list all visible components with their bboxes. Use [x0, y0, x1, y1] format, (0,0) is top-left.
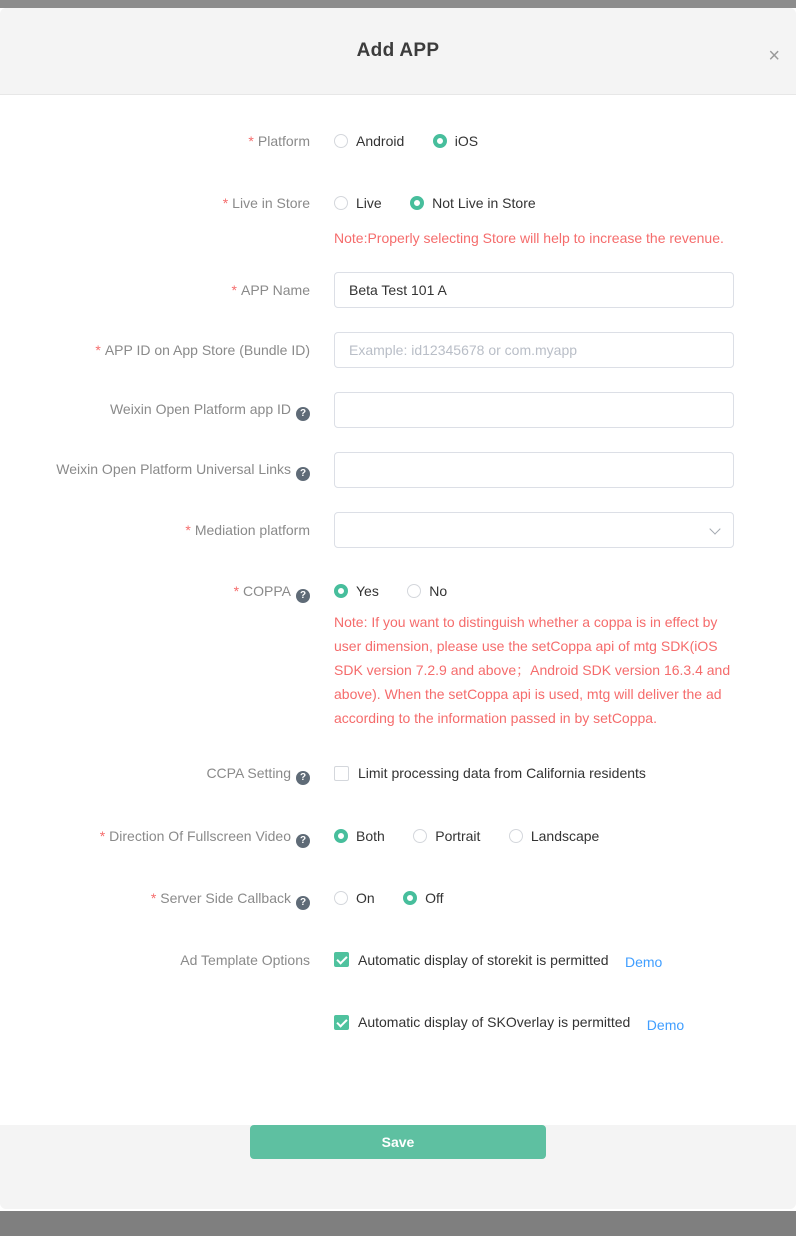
required-asterisk: *: [185, 522, 191, 538]
weixin-app-id-label-text: Weixin Open Platform app ID: [109, 401, 291, 417]
radio-unselected-icon: [407, 584, 421, 598]
storekit-checkbox-label: Automatic display of storekit is permitted: [358, 951, 609, 968]
help-icon[interactable]: ?: [296, 407, 310, 421]
close-icon[interactable]: ×: [768, 45, 780, 67]
help-icon[interactable]: ?: [296, 467, 310, 481]
bundle-id-label-text: APP ID on App Store (Bundle ID): [104, 342, 310, 358]
required-asterisk: *: [150, 889, 157, 906]
modal-footer: [0, 1125, 796, 1209]
radio-live[interactable]: [334, 193, 382, 213]
ad-template-label: [0, 950, 310, 970]
checkbox-checked-icon: [334, 1015, 349, 1030]
coppa-label: [0, 581, 310, 603]
radio-coppa-no-label: No: [429, 583, 448, 599]
weixin-universal-links-input[interactable]: [334, 452, 734, 488]
storekit-demo-link[interactable]: Demo: [625, 954, 663, 970]
skoverlay-checkbox-option[interactable]: [334, 1012, 630, 1032]
radio-coppa-no[interactable]: [407, 581, 447, 601]
form-row-coppa: [0, 581, 796, 603]
radio-off[interactable]: [403, 888, 443, 908]
radio-android-label: Android: [356, 133, 405, 149]
form-row-bundle-id: [0, 332, 796, 368]
ccpa-checkbox-option[interactable]: [334, 763, 646, 783]
radio-unselected-icon: [334, 891, 348, 905]
radio-ios[interactable]: [433, 131, 478, 151]
radio-coppa-yes[interactable]: [334, 581, 379, 601]
background-overlay-bottom: [0, 1211, 796, 1236]
radio-selected-icon: [433, 134, 447, 148]
fullscreen-direction-label: [0, 826, 310, 848]
radio-off-label: Off: [425, 889, 444, 906]
required-asterisk: *: [99, 827, 106, 844]
background-overlay-top: [0, 0, 796, 8]
weixin-app-id-input[interactable]: [334, 392, 734, 428]
form-row-ccpa: [0, 763, 796, 786]
ccpa-label-text: CCPA Setting: [206, 765, 291, 781]
skoverlay-demo-link[interactable]: Demo: [646, 1016, 685, 1033]
live-in-store-note: Note:Properly selecting Store will help to increase the revenue.: [334, 230, 724, 246]
required-asterisk: *: [233, 583, 240, 599]
form-row-weixin-app-id: [0, 392, 796, 428]
ccpa-checkbox-label: Limit processing data from California residents: [358, 765, 646, 781]
form-row-server-callback: [0, 888, 796, 910]
form-row-app-name: [0, 272, 796, 308]
radio-not-live-label: Not Live in Store: [432, 195, 536, 211]
fullscreen-direction-options: [334, 826, 796, 848]
form-row-fullscreen-direction: [0, 826, 796, 848]
checkbox-unchecked-icon: [334, 766, 349, 781]
server-callback-label-text: Server Side Callback: [160, 889, 291, 906]
mediation-platform-select[interactable]: [334, 512, 734, 548]
form-row-ad-template-storekit: [0, 950, 796, 973]
radio-selected-icon: [403, 891, 417, 905]
help-icon[interactable]: ?: [296, 834, 310, 848]
radio-android[interactable]: [334, 131, 404, 151]
mediation-platform-label: [0, 520, 310, 540]
form-row-live-in-store: [0, 193, 796, 215]
radio-not-live[interactable]: [410, 193, 536, 213]
help-icon[interactable]: ?: [296, 589, 310, 603]
platform-label-text: Platform: [257, 133, 310, 149]
platform-options: [334, 131, 796, 153]
modal-header: [0, 8, 796, 95]
server-callback-options: [334, 888, 796, 910]
radio-both[interactable]: [334, 826, 385, 846]
radio-live-label: Live: [356, 195, 382, 211]
modal-title: Add APP: [356, 40, 440, 61]
coppa-label-text: COPPA: [243, 583, 291, 599]
form-row-mediation-platform: [0, 512, 796, 548]
required-asterisk: *: [231, 282, 237, 298]
radio-on[interactable]: [334, 888, 375, 908]
radio-unselected-icon: [334, 196, 348, 210]
coppa-note: Note: If you want to distinguish whether a coppa is in effect by user dimension, please use the setCoppa api of mtg SDK(iOS SDK version 7.2.9 and above；Android SDK version 16.3.4 and above). When the setCoppa api is used, mtg will deliver the ad according to the information passed in by setCoppa.: [334, 614, 731, 726]
modal-body: [0, 95, 796, 1097]
radio-unselected-icon: [413, 829, 427, 843]
platform-label: [0, 131, 310, 151]
radio-selected-icon: [410, 196, 424, 210]
radio-ios-label: iOS: [454, 133, 479, 149]
radio-unselected-icon: [334, 134, 348, 148]
help-icon[interactable]: ?: [296, 771, 310, 785]
skoverlay-checkbox-label: Automatic display of SKOverlay is permitted: [358, 1014, 631, 1030]
radio-portrait[interactable]: [413, 826, 480, 846]
required-asterisk: *: [248, 133, 254, 149]
radio-on-label: On: [356, 889, 375, 906]
mediation-platform-label-text: Mediation platform: [194, 522, 310, 538]
weixin-app-id-label: [0, 399, 310, 421]
add-app-modal: [0, 8, 796, 1209]
app-name-label: [0, 280, 310, 300]
bundle-id-input[interactable]: [334, 332, 734, 368]
checkbox-checked-icon: [334, 952, 349, 967]
form-row-weixin-universal-links: [0, 452, 796, 488]
storekit-checkbox-option[interactable]: [334, 950, 609, 970]
radio-both-label: Both: [356, 827, 385, 844]
ad-template-label-text: Ad Template Options: [180, 951, 310, 968]
form-row-ad-template-skoverlay: [0, 1012, 796, 1035]
ccpa-label: [0, 763, 310, 785]
radio-landscape-label: Landscape: [530, 827, 600, 844]
live-in-store-label: [0, 193, 310, 213]
weixin-universal-links-label-text: Weixin Open Platform Universal Links: [56, 461, 291, 477]
fullscreen-direction-label-text: Direction Of Fullscreen Video: [109, 827, 291, 844]
radio-selected-icon: [334, 584, 348, 598]
required-asterisk: *: [222, 195, 229, 211]
live-in-store-label-text: Live in Store: [232, 195, 310, 211]
required-asterisk: *: [95, 342, 101, 358]
bundle-id-label: [0, 340, 310, 360]
radio-portrait-label: Portrait: [435, 827, 481, 844]
coppa-options: [334, 581, 796, 603]
radio-coppa-yes-label: Yes: [356, 583, 379, 599]
radio-selected-icon: [334, 829, 348, 843]
chevron-down-icon: [709, 523, 720, 534]
live-in-store-options: [334, 193, 796, 215]
radio-unselected-icon: [509, 829, 523, 843]
save-button[interactable]: Save: [250, 1125, 546, 1159]
form-row-platform: [0, 131, 796, 153]
app-name-label-text: APP Name: [241, 282, 310, 298]
app-name-input[interactable]: [334, 272, 734, 308]
weixin-universal-links-label: [0, 459, 310, 481]
radio-landscape[interactable]: [509, 826, 600, 846]
help-icon[interactable]: ?: [296, 896, 310, 910]
server-callback-label: [0, 888, 310, 910]
